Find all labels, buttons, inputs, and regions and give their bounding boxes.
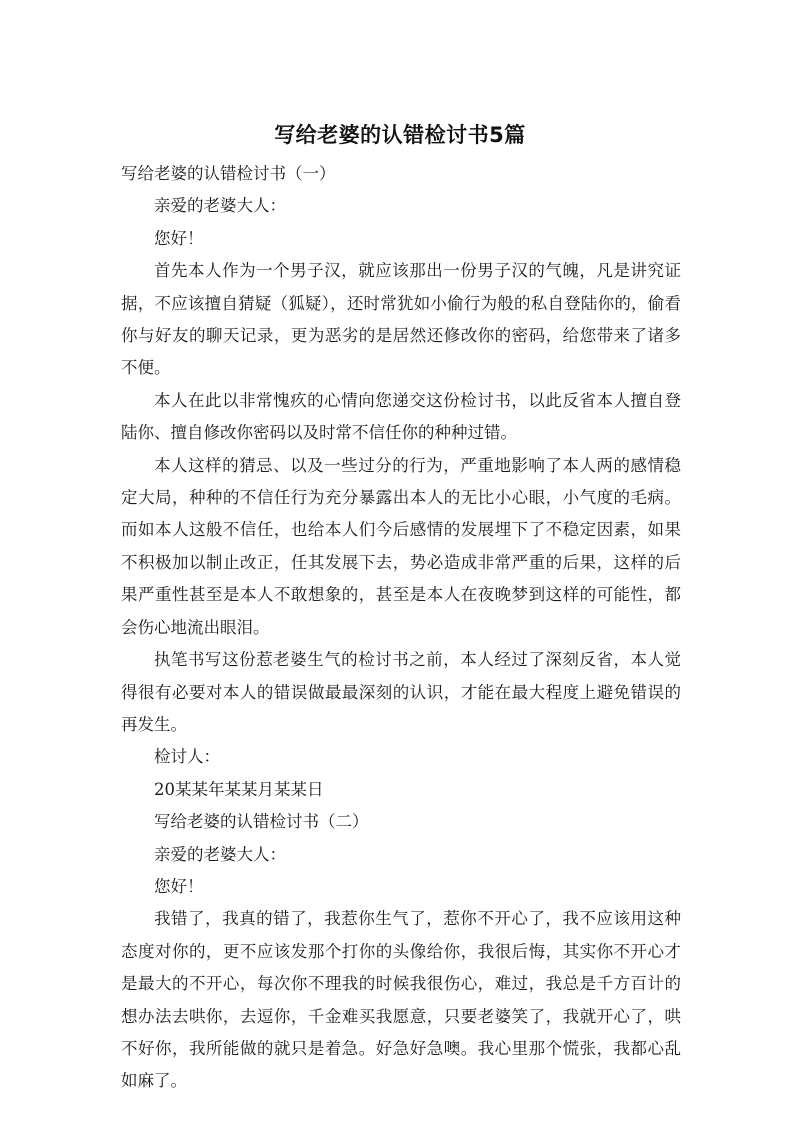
letter-2-heading: 写给老婆的认错检讨书（二） [154, 812, 369, 832]
letter-2-paragraph: 我错了，我真的错了，我惹你生气了，惹你不开心了，我不应该用这种态度对你的，更不应该发那个打你的头像给你，我很后悔，其实你不开心才是最大的不开心，每次你不理我的时候我很伤心，难过，我总是千方百计的想办法去哄你，去逗你，千金难买我愿意，只要老婆笑了，我就开心了，哄不好你，我所能做的就只是着急。好急好急噢。我心里那个慌张，我都心乱如麻了。 [121, 909, 681, 1091]
letter-1-signature: 检讨人： [154, 747, 220, 767]
letter-1-paragraph: 本人这样的猜忌、以及一些过分的行为，严重地影响了本人两的感情稳定大局，种种的不信任行为充分暴露出本人的无比小心眼，小气度的毛病。而如本人这般不信任，也给本人们今后感情的发展埋下了不稳定因素，如果不积极加以制止改正，任其发展下去，势必造成非常严重的后果，这样的后果严重性甚至是本人不敢想象的，甚至是本人在夜晚梦到这样的可能性，都会伤心地流出眼泪。 [121, 455, 681, 637]
letter-2-salutation: 亲爱的老婆大人： [154, 844, 286, 864]
document-body [121, 158, 681, 1098]
letter-1-date: 20某某年某某月某某日 [154, 779, 324, 799]
letter-1-paragraph: 本人在此以非常愧疚的心情向您递交这份检讨书，以此反省本人擅自登陆你、擅自修改你密码以及时常不信任你的种种过错。 [121, 390, 681, 443]
letter-1-salutation: 亲爱的老婆大人： [154, 196, 286, 216]
letter-1-heading: 写给老婆的认错检讨书（一） [121, 164, 336, 183]
document-title: 写给老婆的认错检讨书5篇 [274, 123, 526, 147]
letter-1-paragraph: 首先本人作为一个男子汉，就应该那出一份男子汉的气魄，凡是讲究证据，不应该擅自猜疑（狐疑），还时常犹如小偷行为般的私自登陆你的，偷看你与好友的聊天记录，更为恶劣的是居然还修改你的密码，给您带来了诸多不便。 [121, 261, 681, 378]
letter-2-greeting: 您好！ [154, 876, 204, 896]
letter-1-paragraph: 执笔书写这份惹老婆生气的检讨书之前，本人经过了深刻反省，本人觉得很有必要对本人的错误做最最深刻的认识，才能在最大程度上避免错误的再发生。 [121, 650, 681, 734]
letter-1-greeting: 您好！ [154, 228, 204, 248]
